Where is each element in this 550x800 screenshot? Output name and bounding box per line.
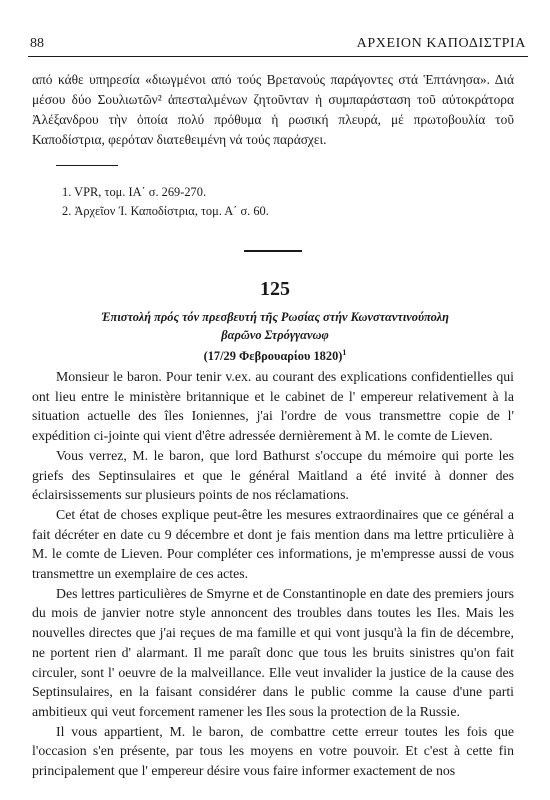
letter-paragraph: Il vous appartient, M. le baron, de combattre cette erreur toutes les fois que l'occasion s'en présente, par tous les moyens en votre pouvoir. Et c'est à cette fin principalement que l' empereur désire vous faire informer exactement de nos: [32, 723, 514, 779]
running-head: ΑΡΧΕΙΟΝ ΚΑΠΟΔΙΣΤΡΙΑ: [356, 36, 526, 51]
letter-paragraph: Des lettres particulières de Smyrne et de Constantinople en date des premiers jours du mois de janvier notre style annoncent des troubles dans toutes les Iles. Mais les nouvelles directes que j'ai reçues de ma famille et qui vont jusqu'à la fin de décembre, ne portent rien d' alarmant. Il me paraît donc que tous les bruits sinistres qu'on fait circuler, sont l' oeuvre de la malveillance. Elle veut invalider la justice de la cause des Septinsulaires, en la faisant considérer dans le public comme la cause d'une parti ambitieux qui veut forcement ramener les Iles sous la protection de la Russie.: [32, 585, 514, 719]
section-separator: [244, 250, 302, 252]
top-paragraph: από κάθε υπηρεσία «διωγμένοι από τούς Βρετανούς παράγοντες στά Ἑπτάνησα». Διά μέσου δύο Σουλιωτῶν² ἀπεσταλμένων ζητοῦνταν ἡ συμπαράσταση τοῦ αὐτοκράτορα Ἀλέξανδρου τὴν ὁποία πολύ πρόθυμα ἡ ρωσική πλευρά, μέ πρωτοβουλία τοῦ Καποδίστρια, φερόταν διατεθειμένη νά τούς παράσχει.: [32, 72, 514, 147]
footnote-rule: [56, 165, 118, 166]
letter-body: [32, 367, 514, 781]
letter-paragraph: Cet état de choses explique peut-être les mesures extraordinaires que ce général a fait décréter en date cu 9 décembre et dont je fais mention dans ma lettre prticulière à M. le comte de Lieven. Pour compléter ces informations, je m'empresse aussi de vous transmettre un exemplaire de ces actes.: [32, 506, 514, 582]
letter-paragraph: Vous verrez, M. le baron, que lord Bathurst s'occupe du mémoire qui porte les griefs des Septinsulaires et que le général Maitland a été invité à donner des éclairsissements sur plusieurs points de nos réclamations.: [32, 447, 514, 503]
date-footnote-marker: 1: [342, 348, 347, 357]
heading-line-2: βαρῶνο Στρόγγανωφ: [221, 328, 329, 342]
document-date-line: [40, 344, 510, 365]
heading-line-1: Ἐπιστολή πρός τόν πρεσβευτή τῆς Ρωσίας στήν Κωνσταντινούπολη: [101, 310, 449, 324]
document-heading: [40, 308, 510, 344]
letter-paragraph: Monsieur le baron. Pour tenir v.ex. au courant des explications confidentielles qui ont lieu entre le ministère britannique et le cabinet de l' empereur relativement à la situation actuelle des îles Ioniennes, j'ai l'ordre de vous transmettre copie de l' expédition ci-jointe qui vient d'être adressée dernièrement à M. le comte de Lieven.: [32, 369, 514, 444]
footnote-1: 1. VPR, τομ. ΙΑ΄ σ. 269-270.: [62, 185, 207, 199]
document-number: 125: [260, 278, 290, 300]
footnotes: [62, 183, 269, 221]
document-date: (17/29 Φεβρουαρίου 1820): [203, 349, 343, 364]
page-header: [28, 34, 528, 57]
footnote-2: 2. Ἀρχεῖον Ἰ. Καποδίστρια, τομ. Α΄ σ. 60.: [62, 204, 269, 218]
page-number: 88: [30, 36, 44, 51]
